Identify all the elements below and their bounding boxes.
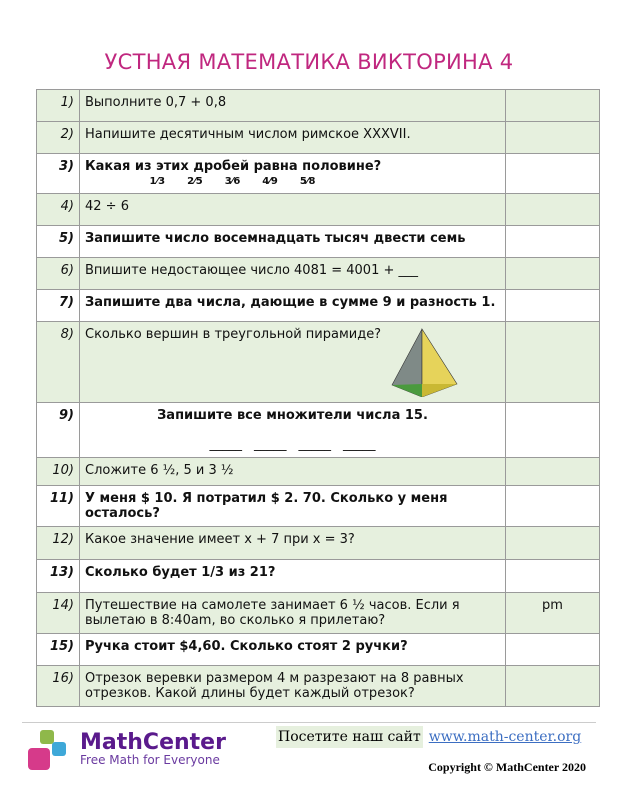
question-number: 9) [37,403,80,458]
question-text: Выполните 0,7 + 0,8 [85,95,227,110]
question-text: 42 ÷ 6 [85,199,129,214]
answer-cell[interactable] [506,403,600,458]
answer-cell[interactable] [506,90,600,122]
question-number: 14) [37,593,80,634]
question-number: 6) [37,258,80,290]
question-number: 11) [37,486,80,527]
question-text: Сколько вершин в треугольной пирамиде? [85,327,382,342]
table-row [37,258,600,290]
question-text: У меня $ 10. Я потратил $ 2. 70. Сколько у меня осталось? [85,491,448,521]
question-cell [80,226,506,258]
question-cell [80,154,506,194]
website-link[interactable]: www.math-center.org [428,729,582,745]
question-number: 15) [37,634,80,666]
answer-cell[interactable] [506,194,600,226]
table-row [37,593,600,634]
table-row [37,322,600,403]
mathcenter-logo-icon [26,728,72,774]
question-text: Запишите два числа, дающие в сумме 9 и разность 1. [85,295,496,310]
question-text: Ручка стоит $4,60. Сколько стоят 2 ручки? [85,639,408,654]
table-row [37,527,600,560]
table-row [37,486,600,527]
answer-cell[interactable] [506,560,600,593]
question-cell [80,527,506,560]
question-cell [80,634,506,666]
question-cell [80,322,506,403]
question-number: 5) [37,226,80,258]
answer-blank[interactable]: _____ [209,437,242,452]
question-text: Сколько будет 1/3 из 21? [85,565,276,580]
answer-cell[interactable] [506,666,600,707]
question-text: Путешествие на самолете занимает 6 ½ часов. Если я вылетаю в 8:40am, во сколько я прилетаю? [85,598,460,628]
answer-blank[interactable]: _____ [298,437,331,452]
question-number: 7) [37,290,80,322]
fraction-option: 1⁄3 [149,176,166,187]
table-row [37,634,600,666]
copyright: Copyright © MathCenter 2020 [428,760,586,774]
question-text: Сложите 6 ½, 5 и 3 ½ [85,463,234,478]
answer-cell[interactable] [506,458,600,486]
table-row [37,226,600,258]
question-cell [80,403,506,458]
question-text: Отрезок веревки размером 4 м разрезают на 8 равных отрезков. Какой длины будет каждый отрезок? [85,671,464,701]
answer-cell[interactable]: pm [506,593,600,634]
question-text: Запишите все множители числа 15. [157,408,428,423]
question-cell [80,458,506,486]
question-cell [80,486,506,527]
table-row [37,666,600,707]
question-cell [80,258,506,290]
footer-divider [22,722,596,723]
table-row [37,458,600,486]
brand-name: MathCenter [80,730,226,755]
fraction-option: 4⁄9 [262,176,278,187]
question-text: Напишите десятичным числом римское XXXVII. [85,127,411,142]
answer-cell[interactable] [506,486,600,527]
question-text: Какое значение имеет x + 7 при x = 3? [85,532,355,547]
answer-cell[interactable] [506,258,600,290]
question-cell [80,90,506,122]
fraction-option: 2⁄5 [187,176,203,187]
question-text: Запишите число восемнадцать тысяч двести семь [85,231,466,246]
question-cell [80,560,506,593]
answer-cell[interactable] [506,290,600,322]
pyramid-icon [382,327,462,397]
question-number: 16) [37,666,80,707]
answer-cell[interactable] [506,154,600,194]
table-row [37,90,600,122]
brand-tagline: Free Math for Everyone [80,753,220,767]
question-number: 10) [37,458,80,486]
question-text: Впишите недостающее число 4081 = 4001 + ___ [85,263,419,278]
table-row [37,154,600,194]
answer-cell[interactable] [506,322,600,403]
answer-blank[interactable]: _____ [254,437,287,452]
question-number: 2) [37,122,80,154]
question-cell [80,194,506,226]
table-row [37,194,600,226]
table-row [37,290,600,322]
answer-cell[interactable] [506,226,600,258]
question-number: 8) [37,322,80,403]
question-text: Какая из этих дробей равна половине? [85,159,382,174]
quiz-table [36,89,600,707]
question-number: 12) [37,527,80,560]
question-number: 1) [37,90,80,122]
question-cell [80,593,506,634]
visit-text: Посетите наш сайт [276,726,423,748]
question-cell [80,290,506,322]
fraction-option: 5⁄8 [299,176,316,187]
question-cell [80,666,506,707]
question-cell [80,122,506,154]
answer-cell[interactable] [506,634,600,666]
page-title: УСТНАЯ МАТЕМАТИКА ВИКТОРИНА 4 [104,50,514,74]
table-row [37,122,600,154]
table-row [37,560,600,593]
question-number: 4) [37,194,80,226]
question-number: 3) [37,154,80,194]
answer-blank[interactable]: _____ [343,437,376,452]
answer-cell[interactable] [506,122,600,154]
answer-cell[interactable] [506,527,600,560]
table-row [37,403,600,458]
fraction-option: 3⁄6 [224,176,241,187]
question-number: 13) [37,560,80,593]
